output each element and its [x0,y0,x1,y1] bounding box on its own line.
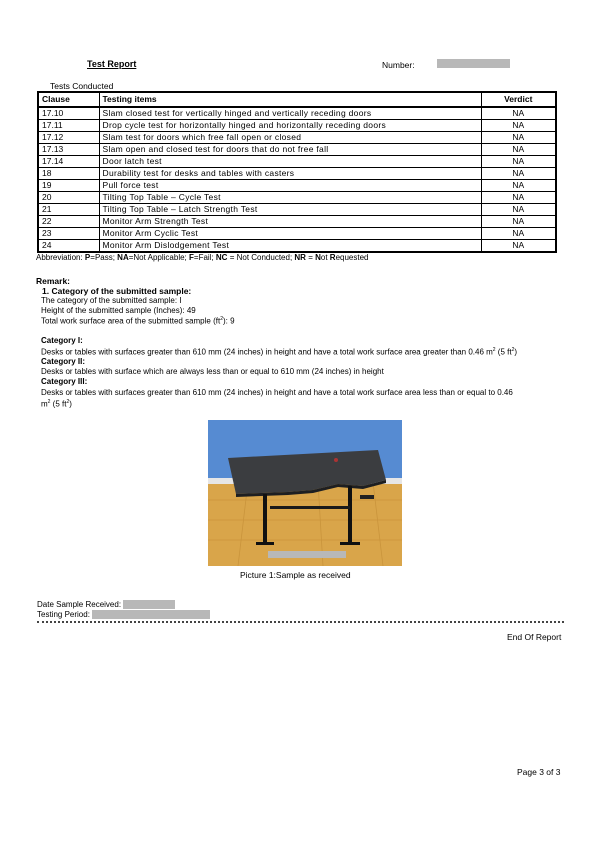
clause-cell: 17.13 [38,144,99,156]
testing-item-cell: Door latch test [99,156,481,168]
testing-item-cell: Tilting Top Table – Latch Strength Test [99,204,481,216]
category-3-text: Desks or tables with surfaces greater than 610 mm (24 inches) in height and have a total work surface area less than or equal to 0.46 [41,388,513,397]
sample-photo [208,420,402,566]
testing-period-label: Testing Period: [37,610,90,619]
report-title: Test Report [87,59,137,69]
clause-cell: 24 [38,240,99,253]
table-row [38,216,556,228]
verdict-cell: NA [481,107,556,120]
testing-item-cell: Slam open and closed test for doors that do not free fall [99,144,481,156]
testing-item-cell: Monitor Arm Strength Test [99,216,481,228]
tests-conducted-label: Tests Conducted [50,81,114,91]
verdict-cell: NA [481,168,556,180]
page-number: Page 3 of 3 [517,767,561,777]
table-row [38,144,556,156]
clause-cell: 18 [38,168,99,180]
sample-category-line: The category of the submitted sample: I [41,296,182,305]
clause-cell: 17.12 [38,132,99,144]
table-row [38,132,556,144]
separator-line [37,621,564,623]
abbreviation-legend: Abbreviation: P=Pass; NA=Not Applicable; F=Fail; NC = Not Conducted; NR = Not Requested [36,253,369,262]
col-header-clause: Clause [38,92,99,107]
category-3-title: Category III: [41,377,88,386]
tests-table [37,91,557,253]
verdict-cell: NA [481,204,556,216]
clause-cell: 22 [38,216,99,228]
end-of-report: End Of Report [507,632,562,642]
testing-item-cell: Durability test for desks and tables with casters [99,168,481,180]
clause-cell: 19 [38,180,99,192]
table-row [38,240,556,253]
table-row [38,120,556,132]
table-row [38,168,556,180]
category-2-title: Category II: [41,357,86,366]
verdict-cell: NA [481,240,556,253]
table-row [38,180,556,192]
testing-item-cell: Monitor Arm Dislodgement Test [99,240,481,253]
category-3-text-cont: $m^2$ (5 $ft^2$) [41,399,72,409]
category-heading: 1. Category of the submitted sample: [42,286,192,296]
table-row [38,192,556,204]
number-label: Number: [382,60,415,70]
date-received-redacted [123,600,175,609]
table-row [38,204,556,216]
table-row [38,107,556,120]
date-received-label: Date Sample Received: [37,600,122,609]
table-header-row [38,92,556,107]
testing-item-cell: Pull force test [99,180,481,192]
sample-height-line: Height of the submitted sample (Inches): 49 [41,306,196,315]
remark-label: Remark: [36,276,71,286]
table-row [38,156,556,168]
col-header-testing-items: Testing items [99,92,481,107]
testing-item-cell: Monitor Arm Cyclic Test [99,228,481,240]
clause-cell: 23 [38,228,99,240]
testing-item-cell: Drop cycle test for horizontally hinged and horizontally receding doors [99,120,481,132]
verdict-cell: NA [481,216,556,228]
verdict-cell: NA [481,180,556,192]
testing-item-cell: Slam test for doors which free fall open or closed [99,132,481,144]
category-1-text: Desks or tables with surfaces greater than 610 mm (24 inches) in height and have a total work surface area greater than 0.46 $m^2$ (5 $ft^2$) [41,347,518,357]
date-received-line [37,600,175,609]
category-2-text: Desks or tables with surface which are always less than or equal to 610 mm (24 inches) in height [41,367,384,376]
clause-cell: 17.14 [38,156,99,168]
verdict-cell: NA [481,132,556,144]
testing-period-redacted [92,610,210,619]
sample-area-line: Total work surface area of the submitted sample $(ft^2)$: 9 [41,316,235,326]
clause-cell: 20 [38,192,99,204]
clause-cell: 17.11 [38,120,99,132]
verdict-cell: NA [481,192,556,204]
clause-cell: 21 [38,204,99,216]
picture-caption: Picture 1:Sample as received [240,570,351,580]
verdict-cell: NA [481,156,556,168]
verdict-cell: NA [481,228,556,240]
verdict-cell: NA [481,144,556,156]
number-redacted [437,59,510,68]
testing-item-cell: Tilting Top Table – Cycle Test [99,192,481,204]
table-row [38,228,556,240]
testing-period-line [37,610,210,619]
category-1-title: Category I: [41,336,83,345]
testing-item-cell: Slam closed test for vertically hinged and vertically receding doors [99,107,481,120]
col-header-verdict: Verdict [481,92,556,107]
verdict-cell: NA [481,120,556,132]
clause-cell: 17.10 [38,107,99,120]
